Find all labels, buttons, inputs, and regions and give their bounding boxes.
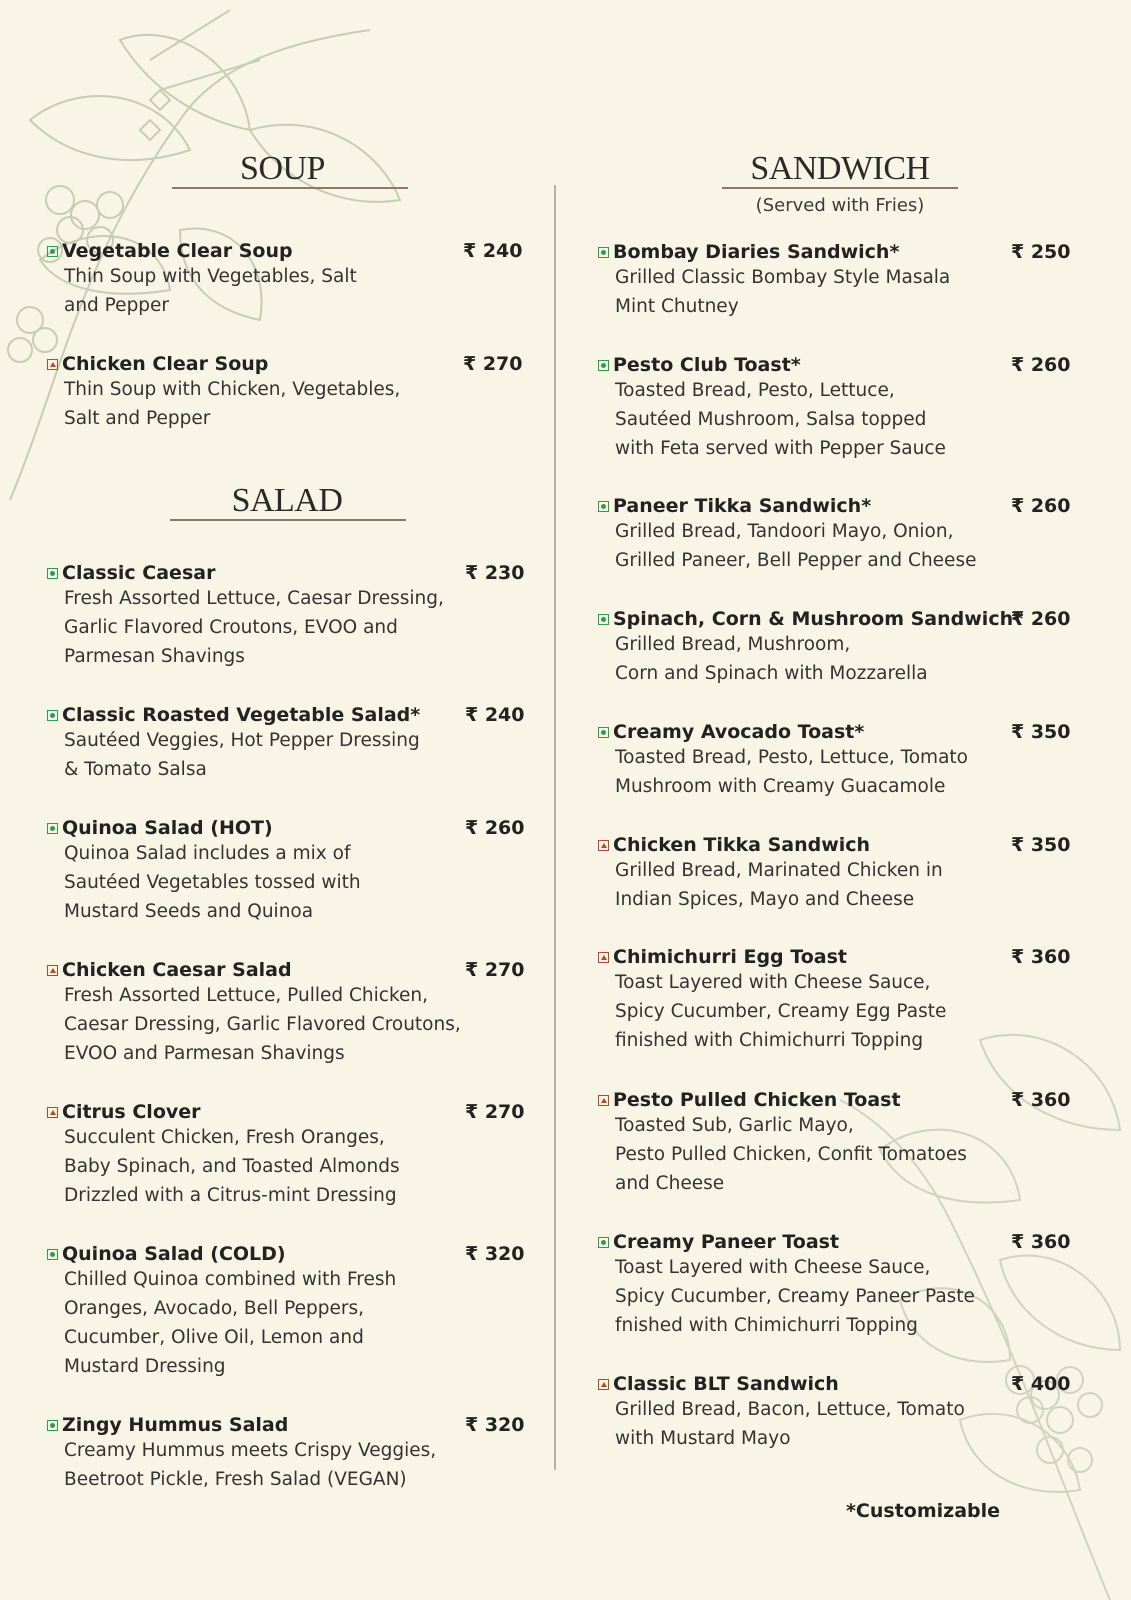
menu-item-description <box>64 1123 400 1210</box>
menu-item-name: Quinoa Salad (HOT) <box>62 817 273 839</box>
nonveg-marker-icon <box>47 965 58 976</box>
menu-item-header <box>598 241 1071 263</box>
menu-item-description-line: Baby Spinach, and Toasted Almonds <box>64 1156 400 1177</box>
menu-item-price: ₹ 230 <box>465 562 525 584</box>
menu-item-price: ₹ 350 <box>1011 721 1071 743</box>
veg-marker-icon <box>598 360 609 371</box>
menu-item-description-line: Mustard Seeds and Quinoa <box>64 901 314 922</box>
menu-item-header <box>47 704 525 726</box>
menu-item <box>598 241 1071 321</box>
menu-item-price: ₹ 260 <box>1011 354 1071 376</box>
menu-item-description <box>64 726 420 784</box>
menu-item-header <box>47 240 523 262</box>
menu-item-name: Classic BLT Sandwich <box>613 1373 839 1395</box>
veg-marker-icon <box>47 1420 58 1431</box>
nonveg-marker-icon <box>598 1379 609 1390</box>
menu-item-description-line: Thin Soup with Chicken, Vegetables, <box>64 379 401 400</box>
section-title-soup: SOUP <box>240 150 325 187</box>
menu-item-price: ₹ 270 <box>463 353 523 375</box>
menu-item-name: Classic Roasted Vegetable Salad* <box>62 704 421 726</box>
menu-item <box>598 721 1071 801</box>
section-rule-soup <box>172 187 408 189</box>
menu-item-header <box>47 1101 525 1123</box>
menu-item-description-line: Spicy Cucumber, Creamy Egg Paste <box>615 1001 947 1022</box>
menu-item <box>47 817 525 926</box>
column-divider <box>554 185 556 1470</box>
menu-item-description <box>64 1265 396 1381</box>
menu-item-description-line: & Tomato Salsa <box>64 759 207 780</box>
menu-item-description-line: Cucumber, Olive Oil, Lemon and <box>64 1327 364 1348</box>
menu-item <box>598 495 1071 575</box>
menu-item <box>598 1089 1071 1198</box>
veg-marker-icon <box>598 501 609 512</box>
menu-item-description <box>615 743 968 801</box>
section-rule-salad <box>170 519 406 521</box>
veg-marker-icon <box>47 1249 58 1260</box>
menu-item-description <box>615 630 1023 688</box>
menu-item-description <box>615 856 943 914</box>
menu-item-description-line: fnished with Chimichurri Topping <box>615 1315 918 1336</box>
menu-item-price: ₹ 400 <box>1011 1373 1071 1395</box>
menu-item-description-line: Pesto Pulled Chicken, Confit Tomatoes <box>615 1144 967 1165</box>
menu-item-description-line: EVOO and Parmesan Shavings <box>64 1043 345 1064</box>
menu-item-description-line: Succulent Chicken, Fresh Oranges, <box>64 1127 385 1148</box>
menu-item-header <box>47 1414 525 1436</box>
menu-item-description <box>615 376 946 463</box>
menu-item <box>598 1373 1071 1453</box>
menu-item-name: Creamy Paneer Toast <box>613 1231 840 1253</box>
menu-item-header <box>598 495 1071 517</box>
menu-item-description-line: Indian Spices, Mayo and Cheese <box>615 889 915 910</box>
section-rule-sandwich <box>722 187 958 189</box>
menu-item-description <box>615 263 950 321</box>
menu-item-header <box>598 946 1071 968</box>
menu-item-price: ₹ 260 <box>1011 495 1071 517</box>
menu-item-description-line: Quinoa Salad includes a mix of <box>64 843 351 864</box>
veg-marker-icon <box>47 246 58 257</box>
menu-item-price: ₹ 360 <box>1011 1089 1071 1111</box>
menu-item-header <box>47 959 525 981</box>
menu-item-description-line: and Pepper <box>64 295 170 316</box>
menu-item-description-line: finished with Chimichurri Topping <box>615 1030 924 1051</box>
nonveg-marker-icon <box>598 840 609 851</box>
menu-item-header <box>47 353 523 375</box>
menu-item-description-line: Caesar Dressing, Garlic Flavored Croutons, <box>64 1014 461 1035</box>
menu-item-description-line: Grilled Classic Bombay Style Masala <box>615 267 951 288</box>
menu-item <box>598 354 1071 463</box>
menu-item-description-line: Creamy Hummus meets Crispy Veggies, <box>64 1440 437 1461</box>
veg-marker-icon <box>47 823 58 834</box>
menu-item-description-line: Toast Layered with Cheese Sauce, <box>615 972 931 993</box>
menu-item <box>47 959 525 1068</box>
menu-item-description <box>615 1253 975 1340</box>
menu-item-header <box>598 834 1071 856</box>
footnote-customizable: *Customizable <box>846 1500 1001 1522</box>
menu-item-description-line: Mushroom with Creamy Guacamole <box>615 776 946 797</box>
menu-item-price: ₹ 250 <box>1011 241 1071 263</box>
menu-item-price: ₹ 260 <box>465 817 525 839</box>
veg-marker-icon <box>598 247 609 258</box>
menu-item-description-line: Mustard Dressing <box>64 1356 226 1377</box>
menu-item-header <box>598 721 1071 743</box>
menu-item-description-line: Grilled Bread, Marinated Chicken in <box>615 860 943 881</box>
menu-item <box>47 562 525 671</box>
menu-item-name: Paneer Tikka Sandwich* <box>613 495 872 517</box>
menu-item-description <box>64 981 461 1068</box>
menu-item <box>47 1414 525 1494</box>
menu-item-name: Pesto Club Toast* <box>613 354 801 376</box>
menu-item-header <box>47 562 525 584</box>
menu-item-description <box>64 1436 436 1494</box>
menu-item-description-line: with Feta served with Pepper Sauce <box>615 438 946 459</box>
menu-item-name: Chicken Clear Soup <box>62 353 269 375</box>
nonveg-marker-icon <box>598 952 609 963</box>
menu-item-header <box>598 1089 1071 1111</box>
menu-item <box>598 608 1071 688</box>
veg-marker-icon <box>47 710 58 721</box>
veg-marker-icon <box>47 568 58 579</box>
menu-item-header <box>598 1373 1071 1395</box>
menu-item-price: ₹ 320 <box>465 1243 525 1265</box>
menu-item-description-line: Mint Chutney <box>615 296 739 317</box>
menu-item-name: Pesto Pulled Chicken Toast <box>613 1089 901 1111</box>
menu-item-name: Vegetable Clear Soup <box>62 240 293 262</box>
nonveg-marker-icon <box>47 1107 58 1118</box>
menu-item-description <box>64 584 444 671</box>
veg-marker-icon <box>598 1237 609 1248</box>
nonveg-marker-icon <box>47 359 58 370</box>
menu-item-description <box>615 1395 965 1453</box>
menu-item-price: ₹ 260 <box>1011 608 1071 630</box>
menu-item-description-line: Sautéed Vegetables tossed with <box>64 872 361 893</box>
menu-item-description-line: with Mustard Mayo <box>615 1428 791 1449</box>
menu-item-description-line: Sautéed Veggies, Hot Pepper Dressing <box>64 730 420 751</box>
menu-item-price: ₹ 270 <box>465 959 525 981</box>
menu-item-name: Chicken Caesar Salad <box>62 959 292 981</box>
menu-item-description-line: Spicy Cucumber, Creamy Paneer Paste <box>615 1286 975 1307</box>
menu-item-name: Spinach, Corn & Mushroom Sandwich* <box>613 608 1024 630</box>
menu-item-header <box>598 1231 1071 1253</box>
menu-item-description-line: Parmesan Shavings <box>64 646 245 667</box>
menu-item-name: Chimichurri Egg Toast <box>613 946 847 968</box>
menu-item-price: ₹ 360 <box>1011 1231 1071 1253</box>
menu-item <box>598 1231 1071 1340</box>
menu-item-description-line: Grilled Bread, Mushroom, <box>615 634 851 655</box>
menu-item-description-line: Drizzled with a Citrus-mint Dressing <box>64 1185 397 1206</box>
menu-item-header <box>47 1243 525 1265</box>
menu-item-description-line: Thin Soup with Vegetables, Salt <box>64 266 357 287</box>
menu-item-price: ₹ 320 <box>465 1414 525 1436</box>
menu-item-price: ₹ 350 <box>1011 834 1071 856</box>
menu-item <box>598 834 1071 914</box>
menu-item-description-line: Beetroot Pickle, Fresh Salad (VEGAN) <box>64 1469 407 1490</box>
menu-item-description-line: Garlic Flavored Croutons, EVOO and <box>64 617 398 638</box>
nonveg-marker-icon <box>598 1095 609 1106</box>
menu-item-description <box>615 517 976 575</box>
menu-item-description <box>615 968 946 1055</box>
menu-item-price: ₹ 240 <box>463 240 523 262</box>
menu-item <box>598 946 1071 1055</box>
menu-item <box>47 240 523 320</box>
veg-marker-icon <box>598 727 609 738</box>
menu-item-price: ₹ 270 <box>465 1101 525 1123</box>
menu-item-description-line: Grilled Bread, Tandoori Mayo, Onion, <box>615 521 954 542</box>
veg-marker-icon <box>598 614 609 625</box>
menu-item <box>47 353 523 433</box>
section-title-sandwich: SANDWICH <box>750 150 930 187</box>
menu-item-name: Quinoa Salad (COLD) <box>62 1243 286 1265</box>
menu-item-header <box>47 817 525 839</box>
menu-item-name: Classic Caesar <box>62 562 216 584</box>
menu-item <box>47 1243 525 1381</box>
menu-item-description-line: Toasted Sub, Garlic Mayo, <box>615 1115 854 1136</box>
menu-item-price: ₹ 360 <box>1011 946 1071 968</box>
menu-item-name: Zingy Hummus Salad <box>62 1414 289 1436</box>
section-title-salad: SALAD <box>231 482 343 519</box>
menu-item-description-line: Chilled Quinoa combined with Fresh <box>64 1269 397 1290</box>
menu-item-header <box>598 608 1071 630</box>
menu-item-description-line: Corn and Spinach with Mozzarella <box>615 663 928 684</box>
menu-item-name: Citrus Clover <box>62 1101 201 1123</box>
menu-item-name: Bombay Diaries Sandwich* <box>613 241 900 263</box>
menu-item-header <box>598 354 1071 376</box>
menu-item-description-line: and Cheese <box>615 1173 725 1194</box>
menu-item-description <box>64 839 361 926</box>
menu-item-description-line: Fresh Assorted Lettuce, Caesar Dressing, <box>64 588 444 609</box>
menu-item-description-line: Oranges, Avocado, Bell Peppers, <box>64 1298 365 1319</box>
menu-item-name: Chicken Tikka Sandwich <box>613 834 871 856</box>
section-subtitle-sandwich: (Served with Fries) <box>755 195 925 216</box>
menu-item-description <box>64 262 357 320</box>
menu-item-description-line: Toasted Bread, Pesto, Lettuce, <box>615 380 895 401</box>
menu-item-name: Creamy Avocado Toast* <box>613 721 865 743</box>
menu-item-description-line: Sautéed Mushroom, Salsa topped <box>615 409 927 430</box>
menu-item-description-line: Grilled Paneer, Bell Pepper and Cheese <box>615 550 977 571</box>
menu-item-price: ₹ 240 <box>465 704 525 726</box>
menu-item-description-line: Salt and Pepper <box>64 408 211 429</box>
menu-item <box>47 1101 525 1210</box>
menu-item-description-line: Toasted Bread, Pesto, Lettuce, Tomato <box>615 747 968 768</box>
menu-item-description <box>64 375 400 433</box>
menu-item <box>47 704 525 784</box>
menu-item-description-line: Grilled Bread, Bacon, Lettuce, Tomato <box>615 1399 965 1420</box>
menu-item-description <box>615 1111 967 1198</box>
menu-item-description-line: Fresh Assorted Lettuce, Pulled Chicken, <box>64 985 428 1006</box>
menu-item-description-line: Toast Layered with Cheese Sauce, <box>615 1257 931 1278</box>
